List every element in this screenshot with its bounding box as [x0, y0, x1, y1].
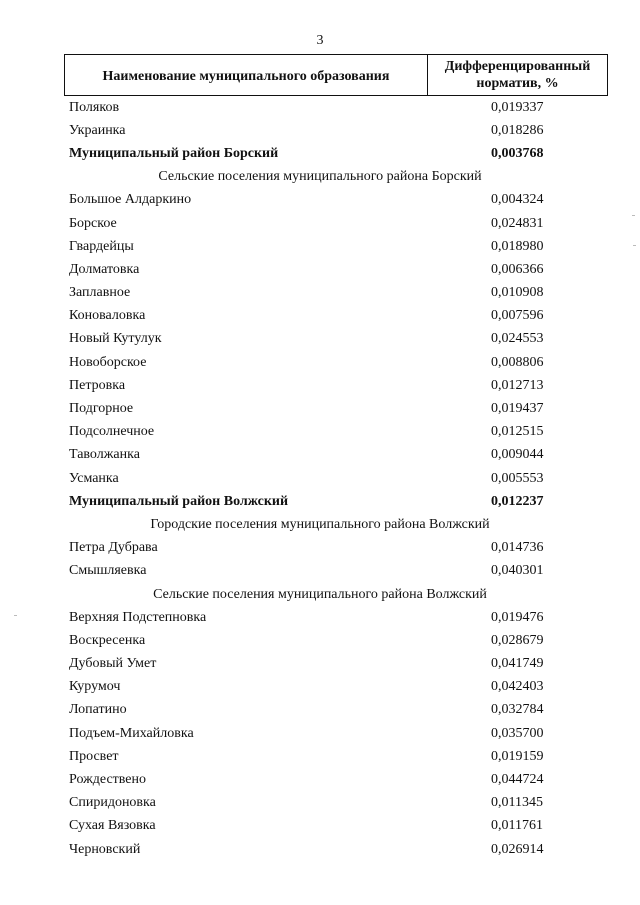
table-row [0, 629, 640, 652]
municipality-name: Таволжанка [69, 447, 140, 463]
municipality-name: Черновский [69, 841, 141, 857]
table-row [0, 421, 640, 444]
norm-value: 0,009044 [491, 447, 544, 463]
municipality-name: Долматовка [69, 261, 140, 277]
district-row [0, 490, 640, 513]
table-row [0, 815, 640, 838]
norm-value: 0,044724 [491, 772, 544, 788]
norm-value: 0,014736 [491, 540, 544, 556]
norm-value: 0,004324 [491, 192, 544, 208]
table-row [0, 838, 640, 861]
municipality-name: Просвет [69, 748, 119, 764]
municipality-name: Воскресенка [69, 632, 146, 648]
municipality-name: Спиридоновка [69, 795, 156, 811]
scan-speck [633, 245, 636, 246]
norm-value: 0,012237 [491, 493, 544, 509]
municipality-name: Большое Алдаркино [69, 192, 192, 208]
table-row [0, 722, 640, 745]
scan-speck [14, 615, 17, 616]
norm-value: 0,018286 [491, 122, 544, 138]
municipality-name: Коноваловка [69, 308, 146, 324]
norm-value: 0,024553 [491, 331, 544, 347]
page-number: 3 [316, 33, 324, 48]
municipality-name: Петровка [69, 377, 126, 393]
table-body [0, 96, 640, 861]
table-row [0, 537, 640, 560]
table-row [0, 258, 640, 281]
norm-value: 0,040301 [491, 563, 544, 579]
table-row [0, 189, 640, 212]
municipality-name: Рождествено [69, 772, 147, 788]
table-row [0, 305, 640, 328]
municipality-name: Муниципальный район Волжский [69, 493, 289, 509]
municipality-name: Петра Дубрава [69, 540, 158, 556]
municipality-name: Новый Кутулук [69, 331, 162, 347]
norm-value: 0,019337 [491, 99, 544, 115]
norm-value: 0,012515 [491, 424, 544, 440]
table-row [0, 374, 640, 397]
norm-value: 0,042403 [491, 679, 544, 695]
table-row [0, 351, 640, 374]
norm-value: 0,010908 [491, 285, 544, 301]
municipality-name: Украинка [69, 122, 126, 138]
table-row [0, 328, 640, 351]
table-row [0, 467, 640, 490]
norm-value: 0,006366 [491, 261, 544, 277]
norm-value: 0,008806 [491, 354, 544, 370]
municipality-name: Подгорное [69, 401, 134, 417]
header-norm-line2: норматив, % [476, 76, 559, 91]
table-row [0, 212, 640, 235]
table-row [0, 699, 640, 722]
table-row [0, 96, 640, 119]
norm-value: 0,018980 [491, 238, 544, 254]
table-row [0, 745, 640, 768]
norm-value: 0,032784 [491, 702, 544, 718]
section-heading: Городские поселения муниципального района Волжский [150, 516, 490, 532]
section-heading: Сельские поселения муниципального района Волжский [153, 586, 487, 602]
norm-value: 0,003768 [491, 145, 544, 161]
section-heading: Сельские поселения муниципального района Борский [158, 169, 482, 185]
norm-value: 0,019437 [491, 401, 544, 417]
municipality-name: Сухая Вязовка [69, 818, 156, 834]
table-row [0, 676, 640, 699]
norm-value: 0,024831 [491, 215, 544, 231]
table-row [0, 606, 640, 629]
municipality-name: Подсолнечное [69, 424, 155, 440]
section-heading-row [0, 583, 640, 606]
header-norm-line1: Дифференцированный [444, 59, 591, 74]
municipality-name: Усманка [69, 470, 119, 486]
norm-value: 0,011761 [491, 818, 543, 834]
table-row [0, 397, 640, 420]
section-heading-row [0, 166, 640, 189]
norm-value: 0,005553 [491, 470, 544, 486]
norm-value: 0,012713 [491, 377, 544, 393]
municipality-name: Смышляевка [69, 563, 147, 579]
scan-speck [632, 215, 635, 216]
header-name-column: Наименование муниципального образования [65, 55, 428, 95]
norm-value: 0,035700 [491, 725, 544, 741]
norm-value: 0,041749 [491, 656, 544, 672]
table-row [0, 235, 640, 258]
municipality-name: Лопатино [69, 702, 127, 718]
municipality-name: Новоборское [69, 354, 147, 370]
municipality-name: Поляков [69, 99, 120, 115]
municipality-name: Муниципальный район Борский [69, 145, 279, 161]
table-row [0, 119, 640, 142]
municipality-name: Подъем-Михайловка [69, 725, 194, 741]
norm-value: 0,019476 [491, 609, 544, 625]
norm-value: 0,007596 [491, 308, 544, 324]
municipality-name: Верхняя Подстепновка [69, 609, 207, 625]
table-row [0, 560, 640, 583]
municipality-name: Заплавное [69, 285, 131, 301]
municipality-name: Курумоч [69, 679, 121, 695]
district-row [0, 142, 640, 165]
table-row [0, 444, 640, 467]
norm-value: 0,019159 [491, 748, 544, 764]
norm-value: 0,028679 [491, 632, 544, 648]
table-row [0, 768, 640, 791]
table-header [64, 54, 608, 96]
norm-value: 0,026914 [491, 841, 544, 857]
municipality-name: Гвардейцы [69, 238, 134, 254]
table-row [0, 282, 640, 305]
table-row [0, 792, 640, 815]
section-heading-row [0, 513, 640, 536]
norm-value: 0,011345 [491, 795, 543, 811]
municipality-name: Борское [69, 215, 117, 231]
header-norm-column [428, 55, 607, 95]
table-row [0, 653, 640, 676]
municipality-name: Дубовый Умет [69, 656, 157, 672]
